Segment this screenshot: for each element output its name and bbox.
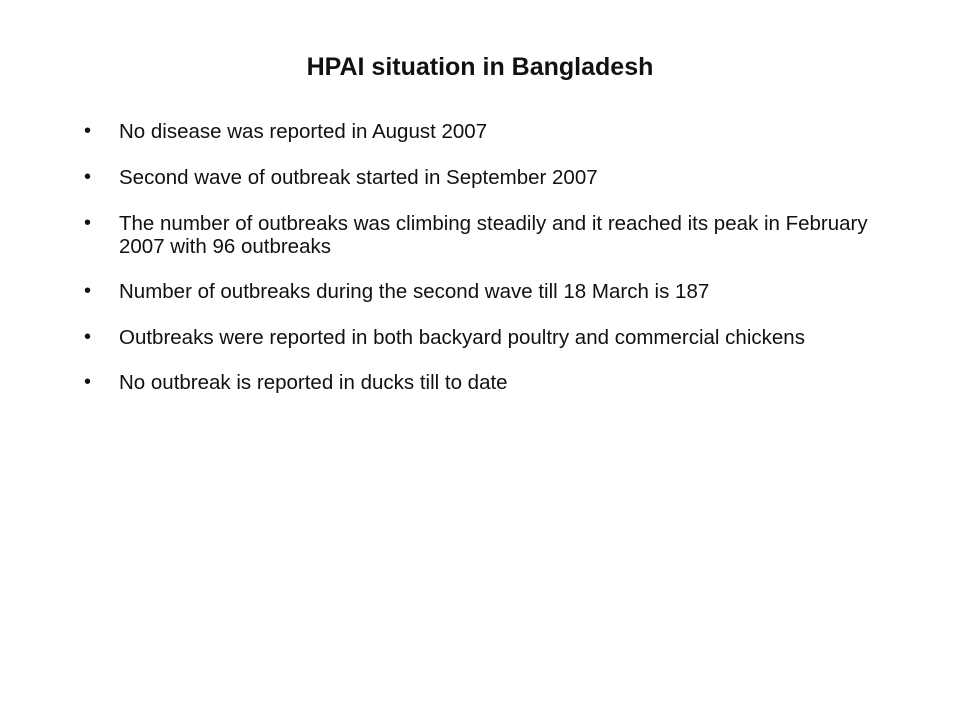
bullet-text: No outbreak is reported in ducks till to date	[119, 371, 508, 394]
bullet-text: Second wave of outbreak started in September 2007	[119, 166, 598, 189]
bullet-item	[84, 212, 914, 258]
bullet-item	[84, 280, 914, 303]
bullet-text: No disease was reported in August 2007	[119, 120, 488, 143]
bullet-item	[84, 166, 914, 189]
bullet-icon: •	[84, 212, 92, 234]
bullet-item	[84, 120, 914, 143]
bullet-text: The number of outbreaks was climbing steadily and it reached its peak in February 2007 with 96 outbreaks	[119, 212, 868, 258]
bullet-icon: •	[84, 166, 92, 188]
bullet-list	[84, 120, 914, 417]
bullet-text: Number of outbreaks during the second wave till 18 March is 187	[119, 280, 710, 303]
bullet-text: Outbreaks were reported in both backyard poultry and commercial chickens	[119, 326, 805, 349]
bullet-item	[84, 326, 914, 349]
bullet-icon: •	[84, 120, 92, 142]
bullet-item	[84, 371, 914, 394]
bullet-icon: •	[84, 326, 92, 348]
bullet-icon: •	[84, 280, 92, 302]
bullet-icon: •	[84, 371, 92, 393]
slide-title: HPAI situation in Bangladesh	[306, 53, 654, 81]
